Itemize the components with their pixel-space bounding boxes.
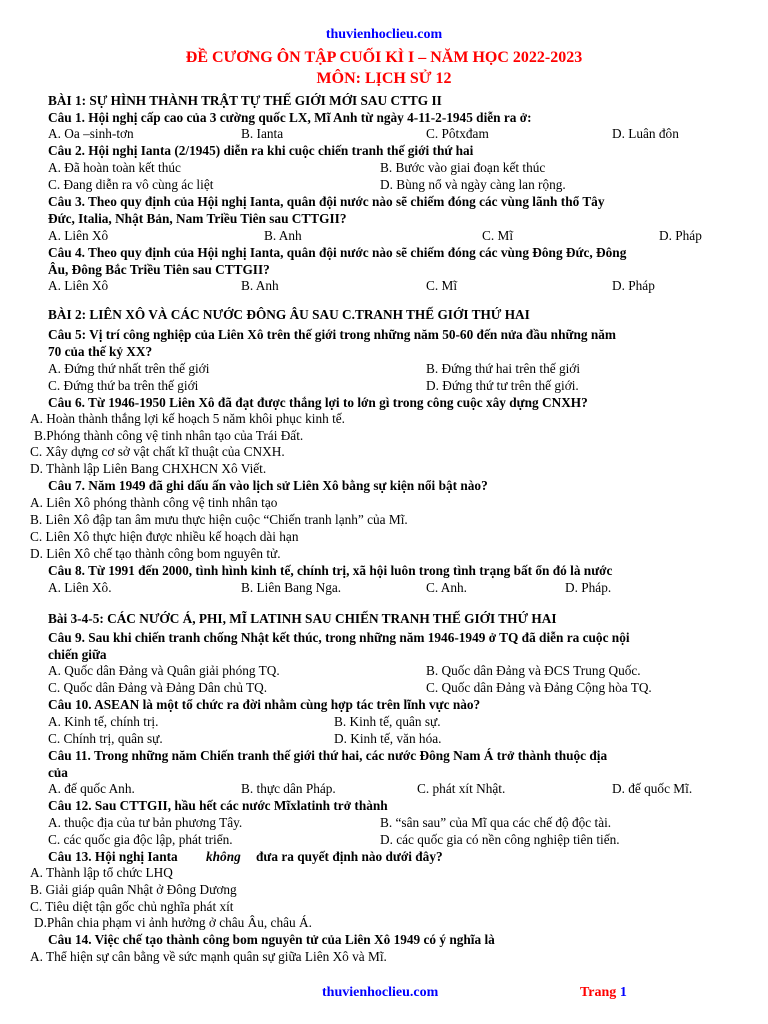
answer-option: B. Anh (241, 278, 279, 293)
answer-line (0, 545, 768, 562)
answer-option: B. Giải giáp quân Nhật ở Đông Dương (30, 882, 237, 897)
answer-line (0, 831, 768, 848)
answer-line (0, 494, 768, 511)
question-text: BÀI 1: SỰ HÌNH THÀNH TRẬT TỰ THẾ GIỚI MỚI SAU CTTG II (48, 93, 442, 108)
answer-line (0, 579, 768, 596)
answer-option: A. Thể hiện sự cân bằng về sức mạnh quân sự giữa Liên Xô và Mĩ. (30, 949, 387, 964)
answer-option: C. Đứng thứ ba trên thế giới (48, 378, 199, 393)
question-text: Câu 5: Vị trí công nghiệp của Liên Xô trên thế giới trong những năm 50-60 đến nửa đầu những năm (48, 327, 616, 342)
question-line (0, 747, 768, 764)
answer-option: D. Kinh tế, văn hóa. (334, 731, 442, 746)
question-text: Câu 10. ASEAN là một tổ chức ra đời nhằm cùng hợp tác trên lĩnh vực nào? (48, 697, 481, 712)
question-text: Câu 6. Từ 1946-1950 Liên Xô đã đạt được thắng lợi to lớn gì trong công cuộc xây dựng CNXH? (48, 395, 588, 410)
answer-option: B. Anh (264, 228, 302, 243)
answer-option: B. Bước vào giai đoạn kết thúc (380, 160, 546, 175)
question-text: BÀI 2: LIÊN XÔ VÀ CÁC NƯỚC ĐÔNG ÂU SAU C.TRANH THẾ GIỚI THỨ HAI (48, 307, 530, 322)
subject-title: MÔN: LỊCH SỬ 12 (316, 70, 452, 87)
answer-line (0, 948, 768, 965)
answer-option: A. Đứng thứ nhất trên thế giới (48, 361, 210, 376)
question-line (0, 562, 768, 579)
question-text: Câu 14. Việc chế tạo thành công bom nguyên tử của Liên Xô 1949 có ý nghĩa là (48, 932, 495, 947)
answer-line (0, 460, 768, 477)
footer-site-link[interactable]: thuvienhoclieu.com (322, 985, 439, 1000)
question-line (0, 244, 768, 261)
question-text: Câu 9. Sau khi chiến tranh chống Nhật kết thúc, trong những năm 1946-1949 ở TQ đã diễn ra cuộc nội (48, 630, 630, 645)
answer-line (0, 277, 768, 294)
answer-line (0, 730, 768, 747)
answer-option: C. Mĩ (482, 228, 514, 243)
answer-option: D. Luân đôn (612, 126, 679, 141)
question-text: Câu 1. Hội nghị cấp cao của 3 cường quốc LX, Mĩ Anh từ ngày 4-11-2-1945 diễn ra ở: (48, 110, 532, 125)
answer-line (0, 125, 768, 142)
question-line (0, 797, 768, 814)
question-line (0, 306, 768, 323)
answer-option: A. Hoàn thành thắng lợi kế hoạch 5 năm khôi phục kinh tế. (30, 411, 346, 426)
answer-option: C. Mĩ (426, 278, 458, 293)
answer-line (0, 443, 768, 460)
question-line (0, 696, 768, 713)
answer-option: A. Liên Xô phóng thành công vệ tinh nhân tạo (30, 495, 278, 510)
answer-option: A. Liên Xô (48, 278, 109, 293)
question-line (0, 931, 768, 948)
answer-option: D. Pháp (659, 228, 702, 243)
question-text: không (206, 849, 241, 864)
answer-line (0, 713, 768, 730)
answer-option: A. thuộc địa của tư bản phương Tây. (48, 815, 243, 830)
answer-line (0, 377, 768, 394)
question-text: Câu 11. Trong những năm Chiến tranh thế giới thứ hai, các nước Đông Nam Á trở thành thuộc địa (48, 748, 608, 763)
question-text: Câu 3. Theo quy định của Hội nghị Ianta, quân đội nước nào sẽ chiếm đóng các vùng lãnh thổ Tây (48, 194, 605, 209)
answer-line (0, 528, 768, 545)
answer-line (0, 662, 768, 679)
question-text: Câu 2. Hội nghị Ianta (2/1945) diễn ra khi cuộc chiến tranh thế giới thứ hai (48, 143, 474, 158)
question-line (0, 326, 768, 343)
answer-option: A. Liên Xô (48, 228, 109, 243)
question-text: của (48, 765, 68, 780)
answer-line (0, 410, 768, 427)
answer-line (0, 360, 768, 377)
question-text: Câu 7. Năm 1949 đã ghi dấu ấn vào lịch sử Liên Xô bằng sự kiện nổi bật nào? (48, 478, 488, 493)
question-line (0, 764, 768, 781)
question-line (0, 394, 768, 411)
site-header-link[interactable]: thuvienhoclieu.com (325, 27, 443, 42)
question-line (0, 193, 768, 210)
answer-option: B. Ianta (241, 126, 284, 141)
question-text: Bài 3-4-5: CÁC NƯỚC Á, PHI, MĨ LATINH SAU CHIẾN TRANH THẾ GIỚI THỨ HAI (48, 611, 557, 626)
answer-option: C. Đang diễn ra vô cùng ác liệt (48, 177, 214, 192)
answer-option: A. Thành lập tổ chức LHQ (30, 865, 173, 880)
question-line (0, 343, 768, 360)
answer-line (0, 864, 768, 881)
answer-option: D. Bùng nổ và ngày càng lan rộng. (380, 177, 566, 192)
answer-option: A. Kinh tế, chính trị. (48, 714, 159, 729)
answer-option: B. Liên Bang Nga. (241, 580, 342, 595)
answer-option: C. Quốc dân Đảng và Đảng Dân chủ TQ. (48, 680, 268, 695)
question-text: Âu, Đông Bắc Triều Tiên sau CTTGII? (48, 262, 270, 277)
question-line (0, 646, 768, 663)
answer-option: C. Quốc dân Đảng và Đảng Cộng hòa TQ. (426, 680, 652, 695)
answer-option: D. Thành lập Liên Bang CHXHCN Xô Viết. (30, 461, 267, 476)
question-text: Câu 4. Theo quy định của Hội nghị Ianta, quân đội nước nào sẽ chiếm đóng các vùng Đông Đức, Đông (48, 245, 627, 260)
question-line (0, 610, 768, 627)
answer-line (0, 881, 768, 898)
question-text: 70 của thế kỷ XX? (48, 344, 153, 359)
question-text: Câu 8. Từ 1991 đến 2000, tình hình kinh tế, chính trị, xã hội luôn trong tình trạng bất ổn đó là nước (48, 563, 613, 578)
answer-option: B. Kinh tế, quân sự. (334, 714, 441, 729)
question-line (0, 848, 768, 865)
answer-line (0, 898, 768, 915)
answer-option: A. đế quốc Anh. (48, 781, 135, 796)
answer-option: D. Liên Xô chế tạo thành công bom nguyên tử. (30, 546, 281, 561)
answer-option: C. Xây dựng cơ sở vật chất kĩ thuật của CNXH. (30, 444, 285, 459)
answer-option: C. Liên Xô thực hiện được nhiều kế hoạch dài hạn (30, 529, 299, 544)
answer-line (0, 427, 768, 444)
answer-option: D. đế quốc Mĩ. (612, 781, 693, 796)
question-line (0, 477, 768, 494)
answer-line (0, 159, 768, 176)
question-text: đưa ra quyết định nào dưới đây? (256, 849, 443, 864)
question-line (0, 210, 768, 227)
answer-option: A. Đã hoàn toàn kết thúc (48, 160, 181, 175)
answer-option: B. thực dân Pháp. (241, 781, 336, 796)
page-number (580, 985, 627, 1001)
answer-option: B. “sân sau” của Mĩ qua các chế độ độc tài. (380, 815, 612, 830)
answer-option: B. Liên Xô đập tan âm mưu thực hiện cuộc “Chiến tranh lạnh” của Mĩ. (30, 512, 408, 527)
answer-option: D. Pháp. (565, 580, 612, 595)
answer-option: A. Quốc dân Đảng và Quân giải phóng TQ. (48, 663, 280, 678)
answer-option: D. Đứng thứ tư trên thế giới. (426, 378, 579, 393)
page-label: Trang (580, 985, 617, 1000)
answer-option: B.Phóng thành công vệ tinh nhân tạo của Trái Đất. (34, 428, 304, 443)
answer-line (0, 914, 768, 931)
answer-option: D. Pháp (612, 278, 655, 293)
page-number-value: 1 (619, 985, 627, 1000)
answer-option: C. Chính trị, quân sự. (48, 731, 163, 746)
answer-option: D.Phân chia phạm vi ảnh hưởng ở châu Âu, châu Á. (34, 915, 312, 930)
question-line (0, 142, 768, 159)
question-text: chiến giữa (48, 647, 107, 662)
question-line (0, 109, 768, 126)
question-line (0, 629, 768, 646)
question-line (0, 92, 768, 109)
answer-option: D. các quốc gia có nền công nghiệp tiên tiến. (380, 832, 620, 847)
question-text: Câu 12. Sau CTTGII, hầu hết các nước Mĩxlatinh trở thành (48, 798, 388, 813)
answer-line (0, 679, 768, 696)
answer-option: C. phát xít Nhật. (417, 781, 506, 796)
answer-option: C. Pôtxđam (426, 126, 489, 141)
answer-option: B. Quốc dân Đảng và ĐCS Trung Quốc. (426, 663, 641, 678)
answer-option: C. Anh. (426, 580, 468, 595)
answer-option: C. các quốc gia độc lập, phát triển. (48, 832, 233, 847)
answer-line (0, 511, 768, 528)
document-title: ĐỀ CƯƠNG ÔN TẬP CUỐI KÌ I – NĂM HỌC 2022-2023 (185, 49, 583, 66)
answer-line (0, 227, 768, 244)
answer-option: C. Tiêu diệt tận gốc chủ nghĩa phát xít (30, 899, 234, 914)
answer-option: B. Đứng thứ hai trên thế giới (426, 361, 581, 376)
question-text: Đức, Italia, Nhật Bản, Nam Triều Tiên sau CTTGII? (48, 211, 347, 226)
question-text: Câu 13. Hội nghị Ianta (48, 849, 178, 864)
answer-line (0, 814, 768, 831)
answer-option: A. Liên Xô. (48, 580, 112, 595)
answer-option: A. Oa –sinh-tơn (48, 126, 134, 141)
answer-line (0, 780, 768, 797)
answer-line (0, 176, 768, 193)
question-line (0, 261, 768, 278)
